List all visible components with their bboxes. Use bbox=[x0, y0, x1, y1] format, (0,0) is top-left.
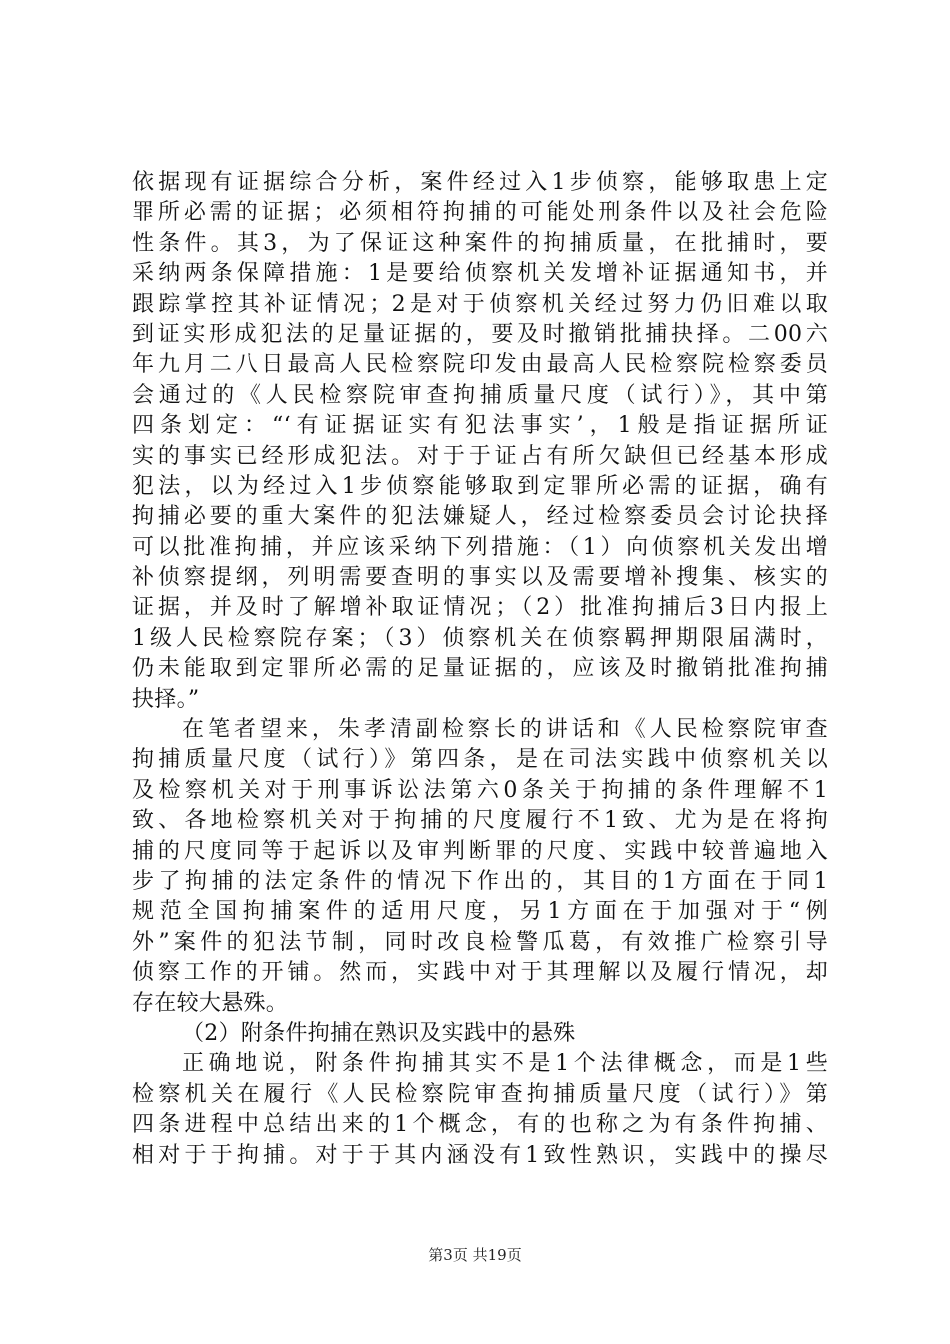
text-line: 规范全国拘捕案件的适用尺度，另1方面在于加强对于“例 bbox=[132, 899, 828, 925]
text-line: 跟踪掌控其补证情况；2是对于侦察机关经过努力仍旧难以取 bbox=[132, 291, 828, 317]
text-line: 侦察工作的开铺。然而，实践中对于其理解以及履行情况，却 bbox=[132, 960, 828, 986]
paragraph-1 bbox=[132, 168, 828, 715]
text-line: （2）附条件拘捕在熟识及实践中的悬殊 bbox=[182, 1020, 576, 1046]
section-heading bbox=[132, 1019, 828, 1049]
text-line: 拘捕必要的重大案件的犯法嫌疑人，经过检察委员会讨论抉择 bbox=[132, 504, 828, 530]
text-line: 正确地说，附条件拘捕其实不是1个法律概念，而是1些 bbox=[182, 1051, 828, 1077]
text-line: 犯法，以为经过入1步侦察能够取到定罪所必需的证据，确有 bbox=[132, 473, 828, 499]
text-line: 性条件。其3，为了保证这种案件的拘捕质量，在批捕时，要 bbox=[132, 230, 828, 256]
text-line: 补侦察提纲，列明需要查明的事实以及需要增补搜集、核实的 bbox=[132, 565, 828, 591]
text-line: 实的事实已经形成犯法。对于于证占有所欠缺但已经基本形成 bbox=[132, 443, 828, 469]
text-line: 会通过的《人民检察院审查拘捕质量尺度（试行）》，其中第 bbox=[132, 382, 828, 408]
text-line: 拘捕质量尺度（试行）》第四条，是在司法实践中侦察机关以 bbox=[132, 747, 828, 773]
document-body bbox=[132, 168, 828, 1171]
text-line: 存在较大悬殊。 bbox=[132, 990, 289, 1016]
text-line: 在笔者望来，朱孝清副检察长的讲话和《人民检察院审查 bbox=[182, 717, 828, 743]
text-line: 检察机关在履行《人民检察院审查拘捕质量尺度（试行）》第 bbox=[132, 1081, 828, 1107]
text-line: 仍未能取到定罪所必需的足量证据的，应该及时撤销批准拘捕 bbox=[132, 656, 828, 682]
text-line: 可以批准拘捕，并应该采纳下列措施：（1）向侦察机关发出增 bbox=[132, 534, 828, 560]
text-line: 捕的尺度同等于起诉以及审判断罪的尺度、实践中较普遍地入 bbox=[132, 838, 828, 864]
text-line: 年九月二八日最高人民检察院印发由最高人民检察院检察委员 bbox=[132, 352, 828, 378]
text-line: 依据现有证据综合分析，案件经过入1步侦察，能够取患上定 bbox=[132, 170, 828, 195]
page-number-footer: 第3页 共19页 bbox=[428, 1246, 522, 1264]
text-line: 致、各地检察机关对于拘捕的尺度履行不1致、尤为是在将拘 bbox=[132, 808, 828, 834]
text-line: 抉择。” bbox=[132, 686, 200, 712]
paragraph-4 bbox=[132, 1049, 828, 1171]
text-line: 采纳两条保障措施：1是要给侦察机关发增补证据通知书，并 bbox=[132, 261, 828, 287]
text-line: 四条划定：“‘有证据证实有犯法事实’，1般是指证据所证 bbox=[132, 413, 828, 439]
text-line: 四条进程中总结出来的1个概念，有的也称之为有条件拘捕、 bbox=[132, 1112, 828, 1138]
paragraph-2 bbox=[132, 715, 828, 1019]
text-line: 罪所必需的证据；必须相符拘捕的可能处刑条件以及社会危险 bbox=[132, 200, 828, 226]
text-line: 1级人民检察院存案；（3）侦察机关在侦察羁押期限届满时， bbox=[132, 625, 828, 651]
text-line: 证据，并及时了解增补取证情况；（2）批准拘捕后3日内报上 bbox=[132, 595, 828, 621]
text-line: 及检察机关对于刑事诉讼法第六0条关于拘捕的条件理解不1 bbox=[132, 777, 828, 803]
text-line: 外”案件的犯法节制，同时改良检警瓜葛，有效推广检察引导 bbox=[132, 929, 828, 955]
text-line: 到证实形成犯法的足量证据的，要及时撤销批捕抉择。二00六 bbox=[132, 321, 828, 347]
text-line: 步了拘捕的法定条件的情况下作出的，其目的1方面在于同1 bbox=[132, 868, 828, 894]
text-line: 相对于于拘捕。对于于其内涵没有1致性熟识，实践中的操尽 bbox=[132, 1142, 828, 1168]
